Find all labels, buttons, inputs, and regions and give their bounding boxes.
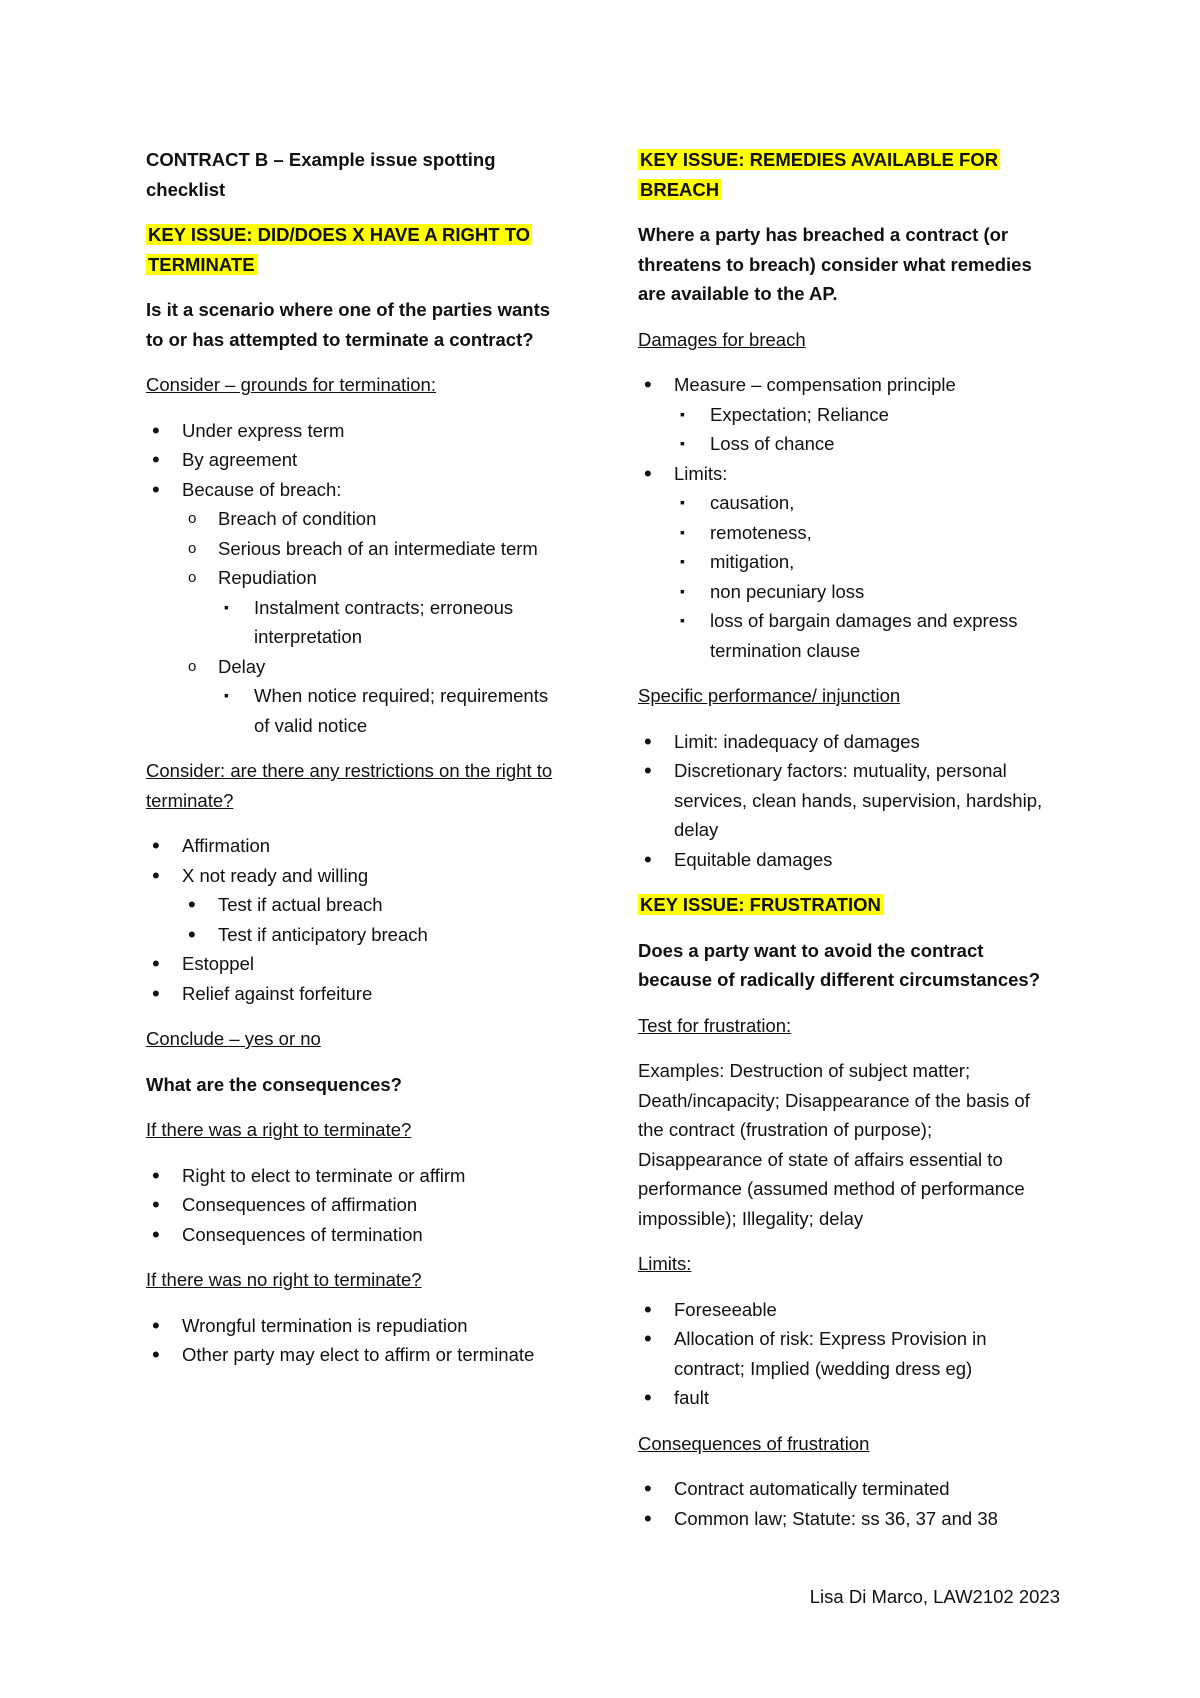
circle-bullet-icon — [188, 504, 196, 534]
frustration-question: Does a party want to avoid the contract because of radically different circumstances? — [638, 939, 1041, 990]
consequences-list — [638, 1474, 1058, 1533]
bullet-icon — [152, 1161, 160, 1194]
list-item: ▪ Loss of chance — [674, 429, 1058, 459]
question-scenario: Is it a scenario where one of the parties wants to or has attempted to terminate a contract? — [146, 299, 551, 350]
list-item: • Equitable damages — [638, 845, 1058, 875]
specific-list — [638, 727, 1058, 875]
bullet-icon — [644, 1383, 652, 1416]
list-item: • Relief against forfeiture — [146, 979, 556, 1009]
square-bullet-icon — [680, 488, 685, 518]
bullet-icon — [152, 861, 160, 894]
if-no-right-heading: If there was no right to terminate? — [146, 1269, 422, 1290]
list-item: • Test if anticipatory breach — [182, 920, 556, 950]
list-item: ▪ Expectation; Reliance — [674, 400, 1058, 430]
list-item: o Breach of condition — [182, 504, 556, 534]
list-item: • Affirmation — [146, 831, 556, 861]
list-item: ▪ Instalment contracts; erroneous interpretation — [218, 593, 556, 652]
no-right-items-list — [146, 1311, 556, 1370]
list-item: • By agreement — [146, 445, 556, 475]
bullet-icon — [152, 1340, 160, 1373]
list-item: ▪ When notice required; requirements of valid notice — [218, 681, 556, 740]
square-bullet-icon — [680, 606, 685, 636]
footer-author: Lisa Di Marco, LAW2102 2023 — [809, 1586, 1060, 1607]
bullet-icon — [644, 370, 652, 403]
key-issue-frustration: KEY ISSUE: FRUSTRATION — [640, 894, 881, 915]
list-item: • Test if actual breach — [182, 890, 556, 920]
limits-heading: Limits: — [638, 1253, 692, 1274]
bullet-icon — [644, 1504, 652, 1537]
if-right-heading: If there was a right to terminate? — [146, 1119, 412, 1140]
grounds-heading: Consider – grounds for termination: — [146, 374, 436, 395]
list-item: ▪ non pecuniary loss — [674, 577, 1058, 607]
bullet-icon — [644, 756, 652, 789]
examples-paragraph: Examples: Destruction of subject matter; Death/incapacity; Disappearance of the basis of the contract (frustration of purpose); Disappearance of state of affairs essential to performance (assumed method of performance impossible); Illegality; delay — [638, 1060, 1030, 1229]
test-heading: Test for frustration: — [638, 1014, 792, 1036]
list-item: • Discretionary factors: mutuality, personal services, clean hands, supervision, hardship, delay — [638, 756, 1058, 845]
bullet-icon — [152, 416, 160, 449]
bullet-icon — [152, 1190, 160, 1223]
list-item: • Under express term — [146, 416, 556, 446]
square-bullet-icon — [680, 577, 685, 607]
list-item: • Wrongful termination is repudiation — [146, 1311, 556, 1341]
grounds-list — [146, 416, 556, 741]
right-column — [638, 145, 1058, 1549]
remedies-intro: Where a party has breached a contract (or threatens to breach) consider what remedies are available to the AP. — [638, 224, 1032, 304]
document-title: CONTRACT B – Example issue spotting checklist — [146, 149, 496, 200]
list-item: ▪ loss of bargain damages and express termination clause — [674, 606, 1058, 665]
key-issue-terminate: KEY ISSUE: DID/DOES X HAVE A RIGHT TO TERMINATE — [148, 224, 531, 275]
bullet-icon — [188, 920, 196, 953]
circle-bullet-icon — [188, 563, 196, 593]
bullet-icon — [644, 1474, 652, 1507]
bullet-icon — [644, 459, 652, 492]
list-item: • Allocation of risk: Express Provision in contract; Implied (wedding dress eg) — [638, 1324, 1058, 1383]
list-item: • Limit: inadequacy of damages — [638, 727, 1058, 757]
damages-list — [638, 370, 1058, 665]
bullet-icon — [152, 831, 160, 864]
list-item: o Delay ▪ When notice required; requirements of valid notice — [182, 652, 556, 741]
list-item: ▪ mitigation, — [674, 547, 1058, 577]
consequences-question: What are the consequences? — [146, 1073, 402, 1095]
list-item: • Contract automatically terminated — [638, 1474, 1058, 1504]
list-item: o Repudiation ▪ Instalment contracts; erroneous interpretation — [182, 563, 556, 652]
bullet-icon — [152, 949, 160, 982]
restrictions-heading: Consider: are there any restrictions on the right to terminate? — [146, 760, 553, 811]
list-item: • X not ready and willing • Test if actual breach • Test if anticipatory breach — [146, 861, 556, 950]
list-item: • Consequences of termination — [146, 1220, 556, 1250]
list-item: • Because of breach: o Breach of condition o Serious breach of an intermediate term o Repudiation ▪ Instalment contracts; erroneous interpretation o Delay ▪ When notice required; requirements of valid notice — [146, 475, 556, 741]
list-item: • Measure – compensation principle ▪ Expectation; Reliance ▪ Loss of chance — [638, 370, 1058, 459]
list-item: • Common law; Statute: ss 36, 37 and 38 — [638, 1504, 1058, 1534]
circle-bullet-icon — [188, 652, 196, 682]
square-bullet-icon — [680, 400, 685, 430]
right-items-list — [146, 1161, 556, 1250]
list-item: ▪ causation, — [674, 488, 1058, 518]
restrictions-list — [146, 831, 556, 1008]
square-bullet-icon — [680, 547, 685, 577]
square-bullet-icon — [224, 593, 229, 623]
square-bullet-icon — [680, 518, 685, 548]
bullet-icon — [644, 845, 652, 878]
consequences-heading: Consequences of frustration — [638, 1432, 870, 1454]
list-item: • Estoppel — [146, 949, 556, 979]
list-item: o Serious breach of an intermediate term — [182, 534, 556, 564]
list-item: • Foreseeable — [638, 1295, 1058, 1325]
conclude-heading: Conclude – yes or no — [146, 1028, 321, 1049]
list-item: • fault — [638, 1383, 1058, 1413]
bullet-icon — [644, 1295, 652, 1328]
list-item: • Right to elect to terminate or affirm — [146, 1161, 556, 1191]
left-column — [146, 145, 556, 1386]
bullet-icon — [152, 1311, 160, 1344]
bullet-icon — [644, 1324, 652, 1357]
limits-list — [638, 1295, 1058, 1413]
specific-performance-heading: Specific performance/ injunction — [638, 685, 901, 706]
list-item: ▪ remoteness, — [674, 518, 1058, 548]
bullet-icon — [644, 727, 652, 760]
list-item: • Other party may elect to affirm or terminate — [146, 1340, 556, 1370]
key-issue-remedies: KEY ISSUE: REMEDIES AVAILABLE FOR BREACH — [640, 149, 999, 200]
bullet-icon — [152, 445, 160, 478]
bullet-icon — [188, 890, 196, 923]
damages-heading: Damages for breach — [638, 328, 806, 350]
bullet-icon — [152, 1220, 160, 1253]
list-item: • Limits: ▪ causation, ▪ remoteness, ▪ mitigation, ▪ non pecuniary loss ▪ loss of bargain damages and express termination clause — [638, 459, 1058, 666]
bullet-icon — [152, 475, 160, 508]
square-bullet-icon — [680, 429, 685, 459]
bullet-icon — [152, 979, 160, 1012]
square-bullet-icon — [224, 681, 229, 711]
circle-bullet-icon — [188, 534, 196, 564]
list-item: • Consequences of affirmation — [146, 1190, 556, 1220]
